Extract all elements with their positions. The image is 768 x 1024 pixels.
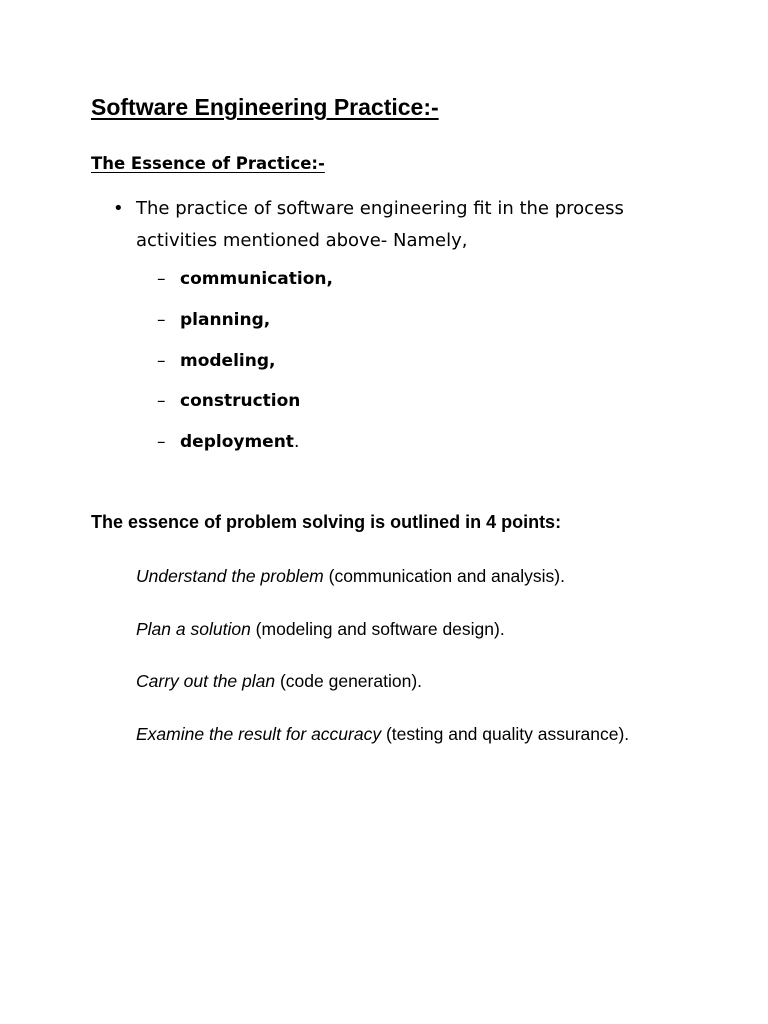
- dash-icon: –: [157, 269, 166, 289]
- activity-item: [157, 427, 333, 468]
- section-heading: The Essence of Practice:-: [91, 154, 325, 173]
- point-name: Carry out the plan: [136, 671, 276, 691]
- activity-list: [157, 264, 333, 468]
- point-detail: (code generation).: [275, 671, 423, 691]
- point-item: [136, 722, 629, 775]
- point-item: [136, 564, 629, 617]
- point-detail: (communication and analysis).: [323, 566, 565, 586]
- bullet-dot-icon: •: [113, 198, 124, 219]
- activity-label: modeling: [180, 350, 270, 371]
- activity-item: [157, 264, 333, 305]
- activity-item: [157, 386, 333, 427]
- problem-solving-points: [136, 564, 629, 774]
- page-title: Software Engineering Practice:-: [91, 94, 439, 120]
- dash-icon: –: [157, 391, 166, 412]
- activity-suffix: ,: [326, 269, 333, 289]
- point-detail: (modeling and software design).: [250, 618, 505, 639]
- point-name: Examine the result for accuracy: [136, 723, 382, 744]
- activity-label: deployment: [180, 432, 294, 453]
- point-item: [136, 669, 629, 722]
- point-item: [136, 617, 629, 670]
- activity-item: [157, 346, 333, 387]
- activity-label: construction: [180, 391, 301, 412]
- activity-suffix: .: [293, 432, 300, 453]
- dash-icon: –: [157, 309, 166, 330]
- activity-label: communication: [180, 269, 327, 289]
- problem-solving-heading: The essence of problem solving is outlined in 4 points:: [91, 512, 562, 532]
- dash-icon: –: [157, 350, 166, 371]
- activity-item: [157, 305, 333, 346]
- point-detail: (testing and quality assurance).: [381, 723, 630, 744]
- bullet-text: The practice of software engineering fit in the process activities mentioned above- Namely,: [136, 198, 624, 251]
- activity-suffix: ,: [269, 350, 276, 371]
- activity-suffix: ,: [263, 309, 271, 330]
- point-name: Plan a solution: [136, 618, 251, 639]
- activity-label: planning: [180, 309, 264, 330]
- point-name: Understand the problem: [136, 566, 324, 586]
- dash-icon: –: [157, 432, 166, 453]
- bullet-item: [113, 193, 673, 257]
